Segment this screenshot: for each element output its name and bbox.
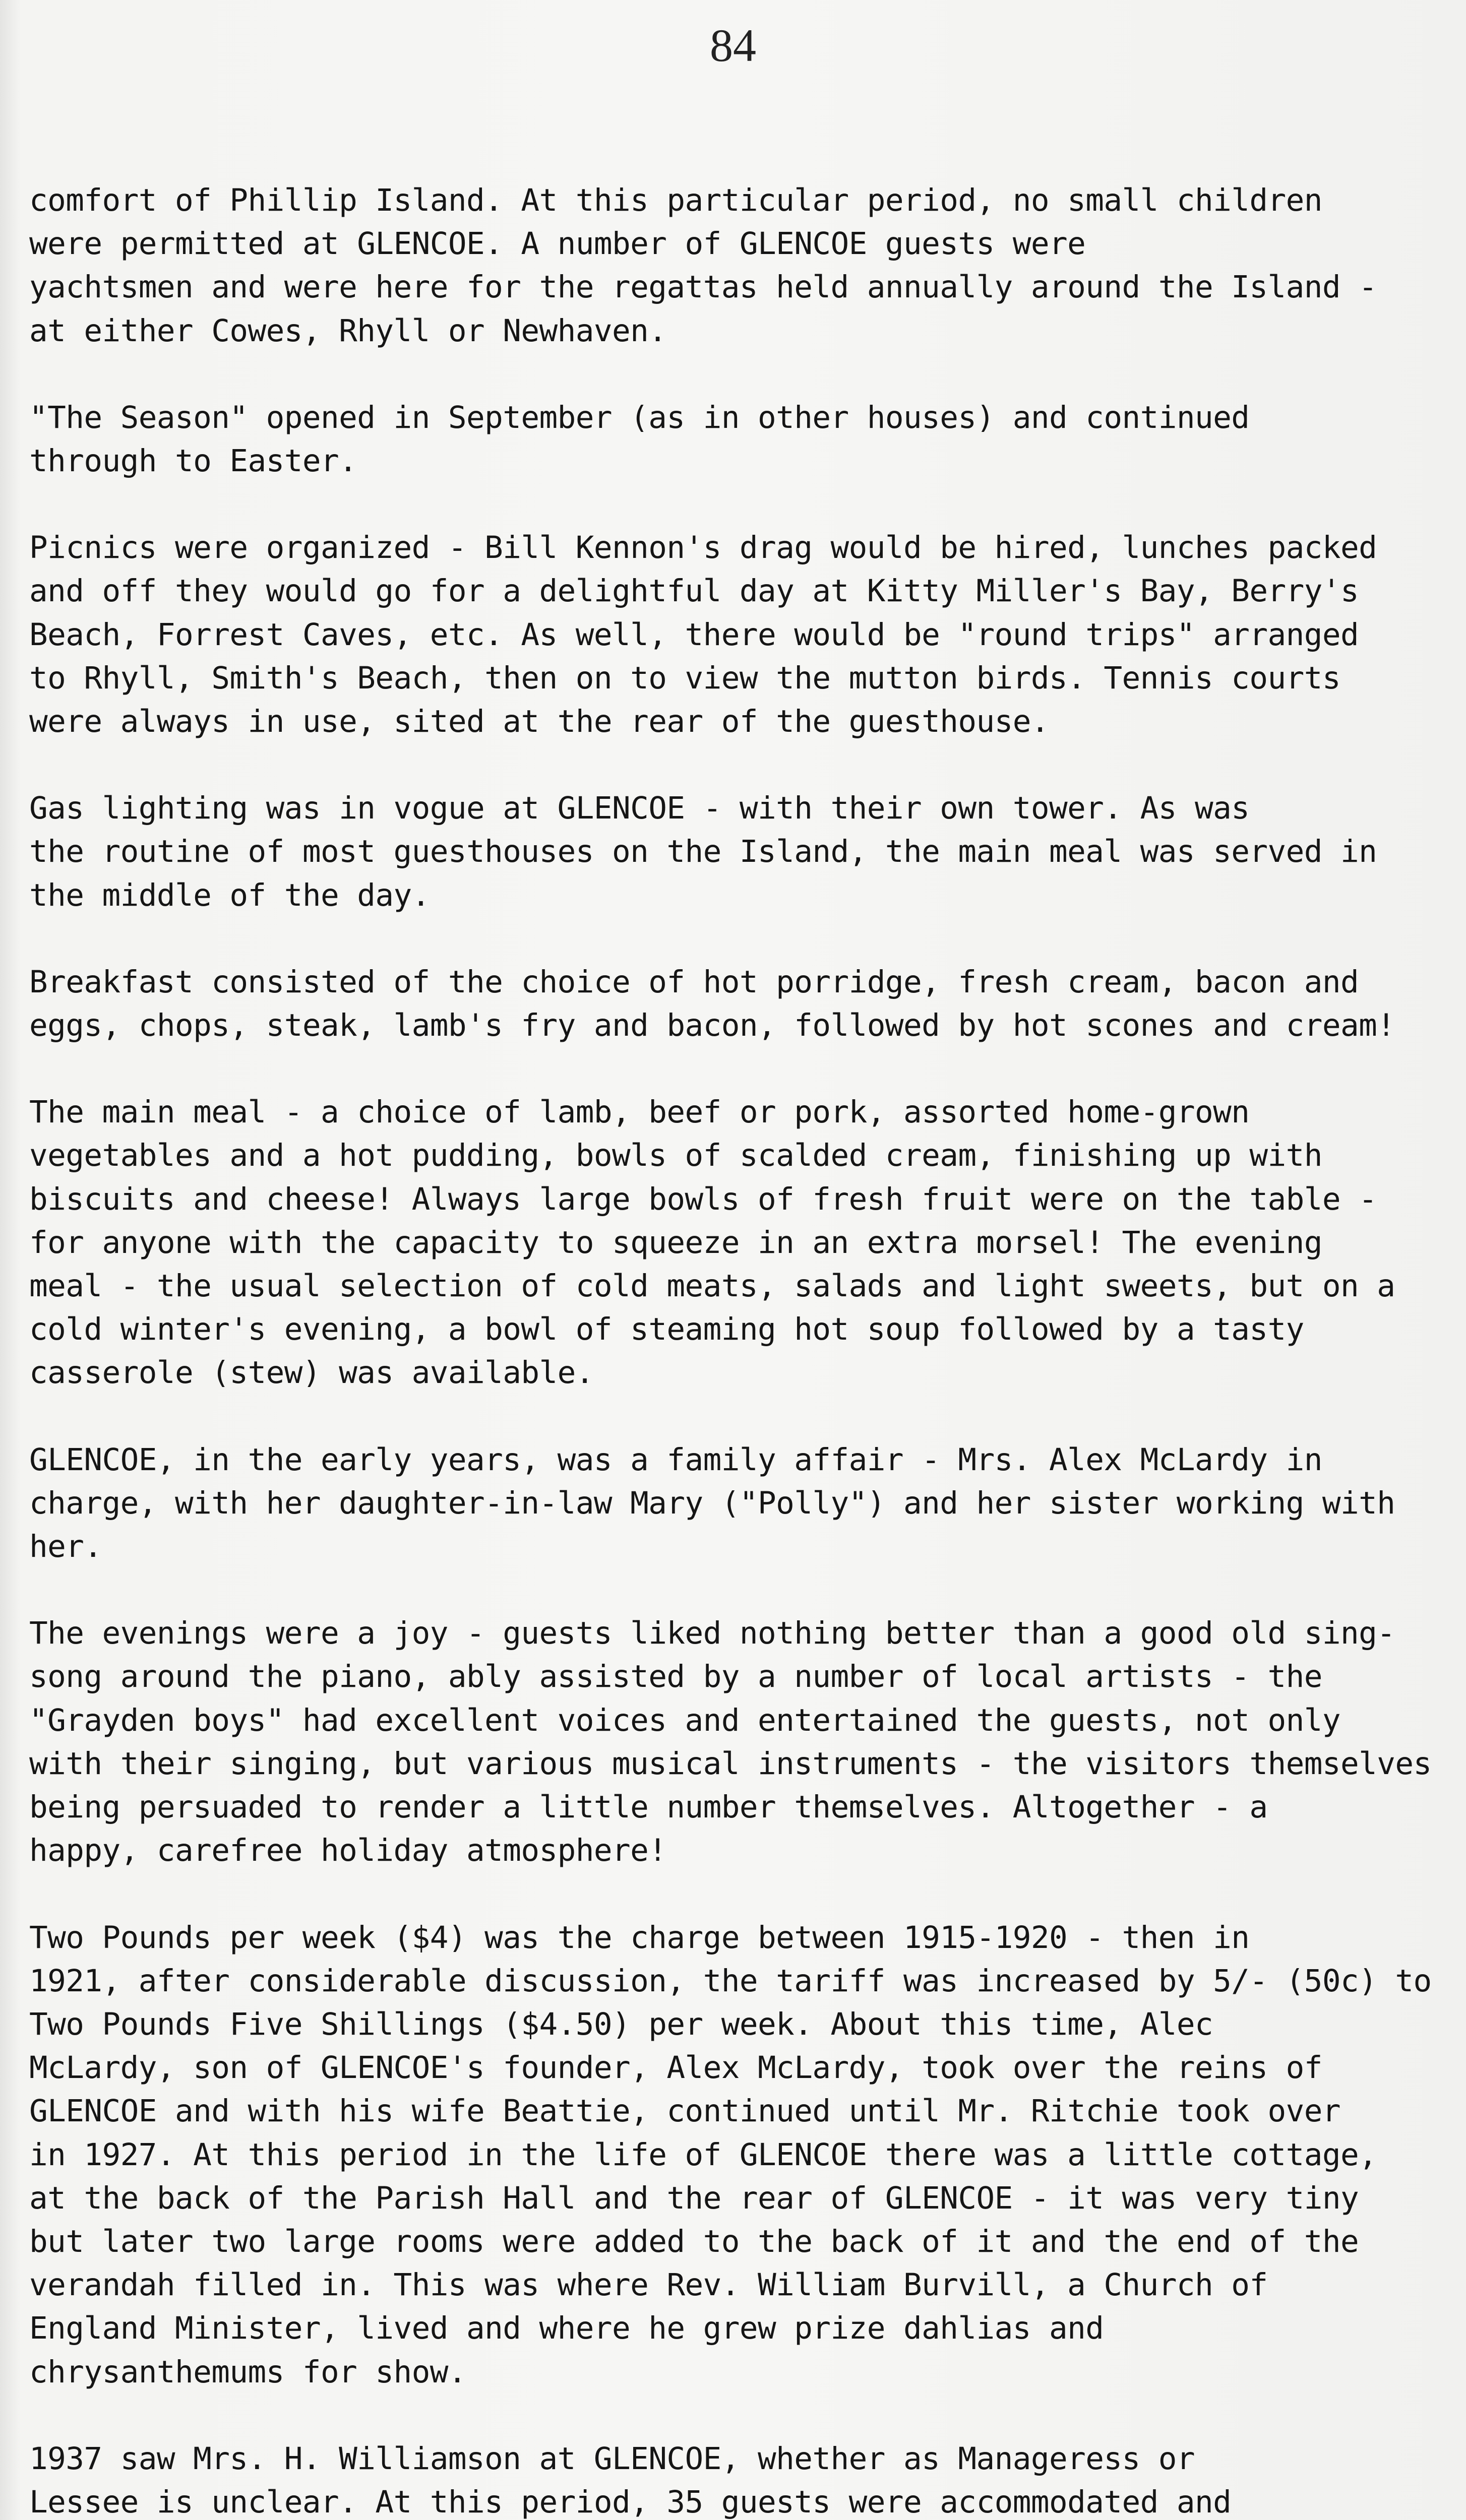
paragraph-breakfast: Breakfast consisted of the choice of hot porridge, fresh cream, bacon and eggs, chops, steak, lamb's fry and bacon, followed by hot scones and cream!	[29, 964, 1395, 1044]
paragraph-gap	[29, 743, 1443, 787]
paragraph-gap	[29, 1395, 1443, 1438]
paragraph-the-season: "The Season" opened in September (as in other houses) and continued through to Easter.	[29, 399, 1250, 479]
paragraph-gap	[29, 353, 1443, 396]
paragraph-picnics: Picnics were organized - Bill Kennon's drag would be hired, lunches packed and off they would go for a delightful day at Kitty Miller's Bay, Berry's Beach, Forrest Caves, etc. As well, there would be "round trips" arranged to Rhyll, Smith's Beach, then on to view the mutton birds. Tennis courts were always in use, sited at the rear of the guesthouse.	[29, 530, 1377, 740]
paragraph-gap	[29, 2394, 1443, 2437]
paragraph-evenings: The evenings were a joy - guests liked nothing better than a good old sing- song around the piano, ably assisted by a number of local artists - the "Grayden boys" had excellent voices and entertained the guests, not only with their singing, but various musical instruments - the visitors themselves being persuaded to render a little number themselves. Altogether - a happy, carefree holiday atmosphere!	[29, 1615, 1432, 1869]
paragraph-gap	[29, 1047, 1443, 1091]
paragraph-gap	[29, 483, 1443, 526]
page-number: 84	[710, 20, 756, 71]
paragraph-phillip-island: comfort of Phillip Island. At this particular period, no small children were permitted at GLENCOE. A number of GLENCOE guests were yachtsmen and were here for the regattas held annually around the Island - at either Cowes, Rhyll or Newhaven.	[29, 182, 1377, 349]
paragraph-tariff-history: Two Pounds per week ($4) was the charge between 1915-1920 - then in 1921, after considerable discussion, the tariff was increased by 5/- (50c) to Two Pounds Five Shillings ($4.50) per week. About this time, Alec McLardy, son of GLENCOE's founder, Alex McLardy, took over the reins of GLENCOE and with his wife Beattie, continued until Mr. Ritchie took over in 1927. At this period in the life of GLENCOE there was a little cottage, at the back of the Parish Hall and the rear of GLENCOE - it was very tiny but later two large rooms were added to the back of it and the end of the verandah filled in. This was where Rev. William Burvill, a Church of England Minister, lived and where he grew prize dahlias and chrysanthemums for show.	[29, 1919, 1432, 2390]
body-text	[29, 179, 1443, 2520]
paragraph-gap	[29, 1873, 1443, 1916]
paragraph-main-meal: The main meal - a choice of lamb, beef or pork, assorted home-grown vegetables and a hot pudding, bowls of scalded cream, finishing up with biscuits and cheese! Always large bowls of fresh fruit were on the table - for anyone with the capacity to squeeze in an extra morsel! The evening meal - the usual selection of cold meats, salads and light sweets, but on a cold winter's evening, a bowl of steaming hot soup followed by a tasty casserole (stew) was available.	[29, 1094, 1395, 1391]
paragraph-gap	[29, 917, 1443, 961]
paragraph-gas-lighting: Gas lighting was in vogue at GLENCOE - with their own tower. As was the routine of most guesthouses on the Island, the main meal was served in the middle of the day.	[29, 790, 1377, 913]
paragraph-family-affair: GLENCOE, in the early years, was a family affair - Mrs. Alex McLardy in charge, with her daughter-in-law Mary ("Polly") and her sister working with her.	[29, 1441, 1395, 1565]
paragraph-1937: 1937 saw Mrs. H. Williamson at GLENCOE, whether as Manageress or Lessee is unclear. At this period, 35 guests were accommodated and	[29, 2440, 1232, 2520]
paragraph-gap	[29, 1568, 1443, 1612]
